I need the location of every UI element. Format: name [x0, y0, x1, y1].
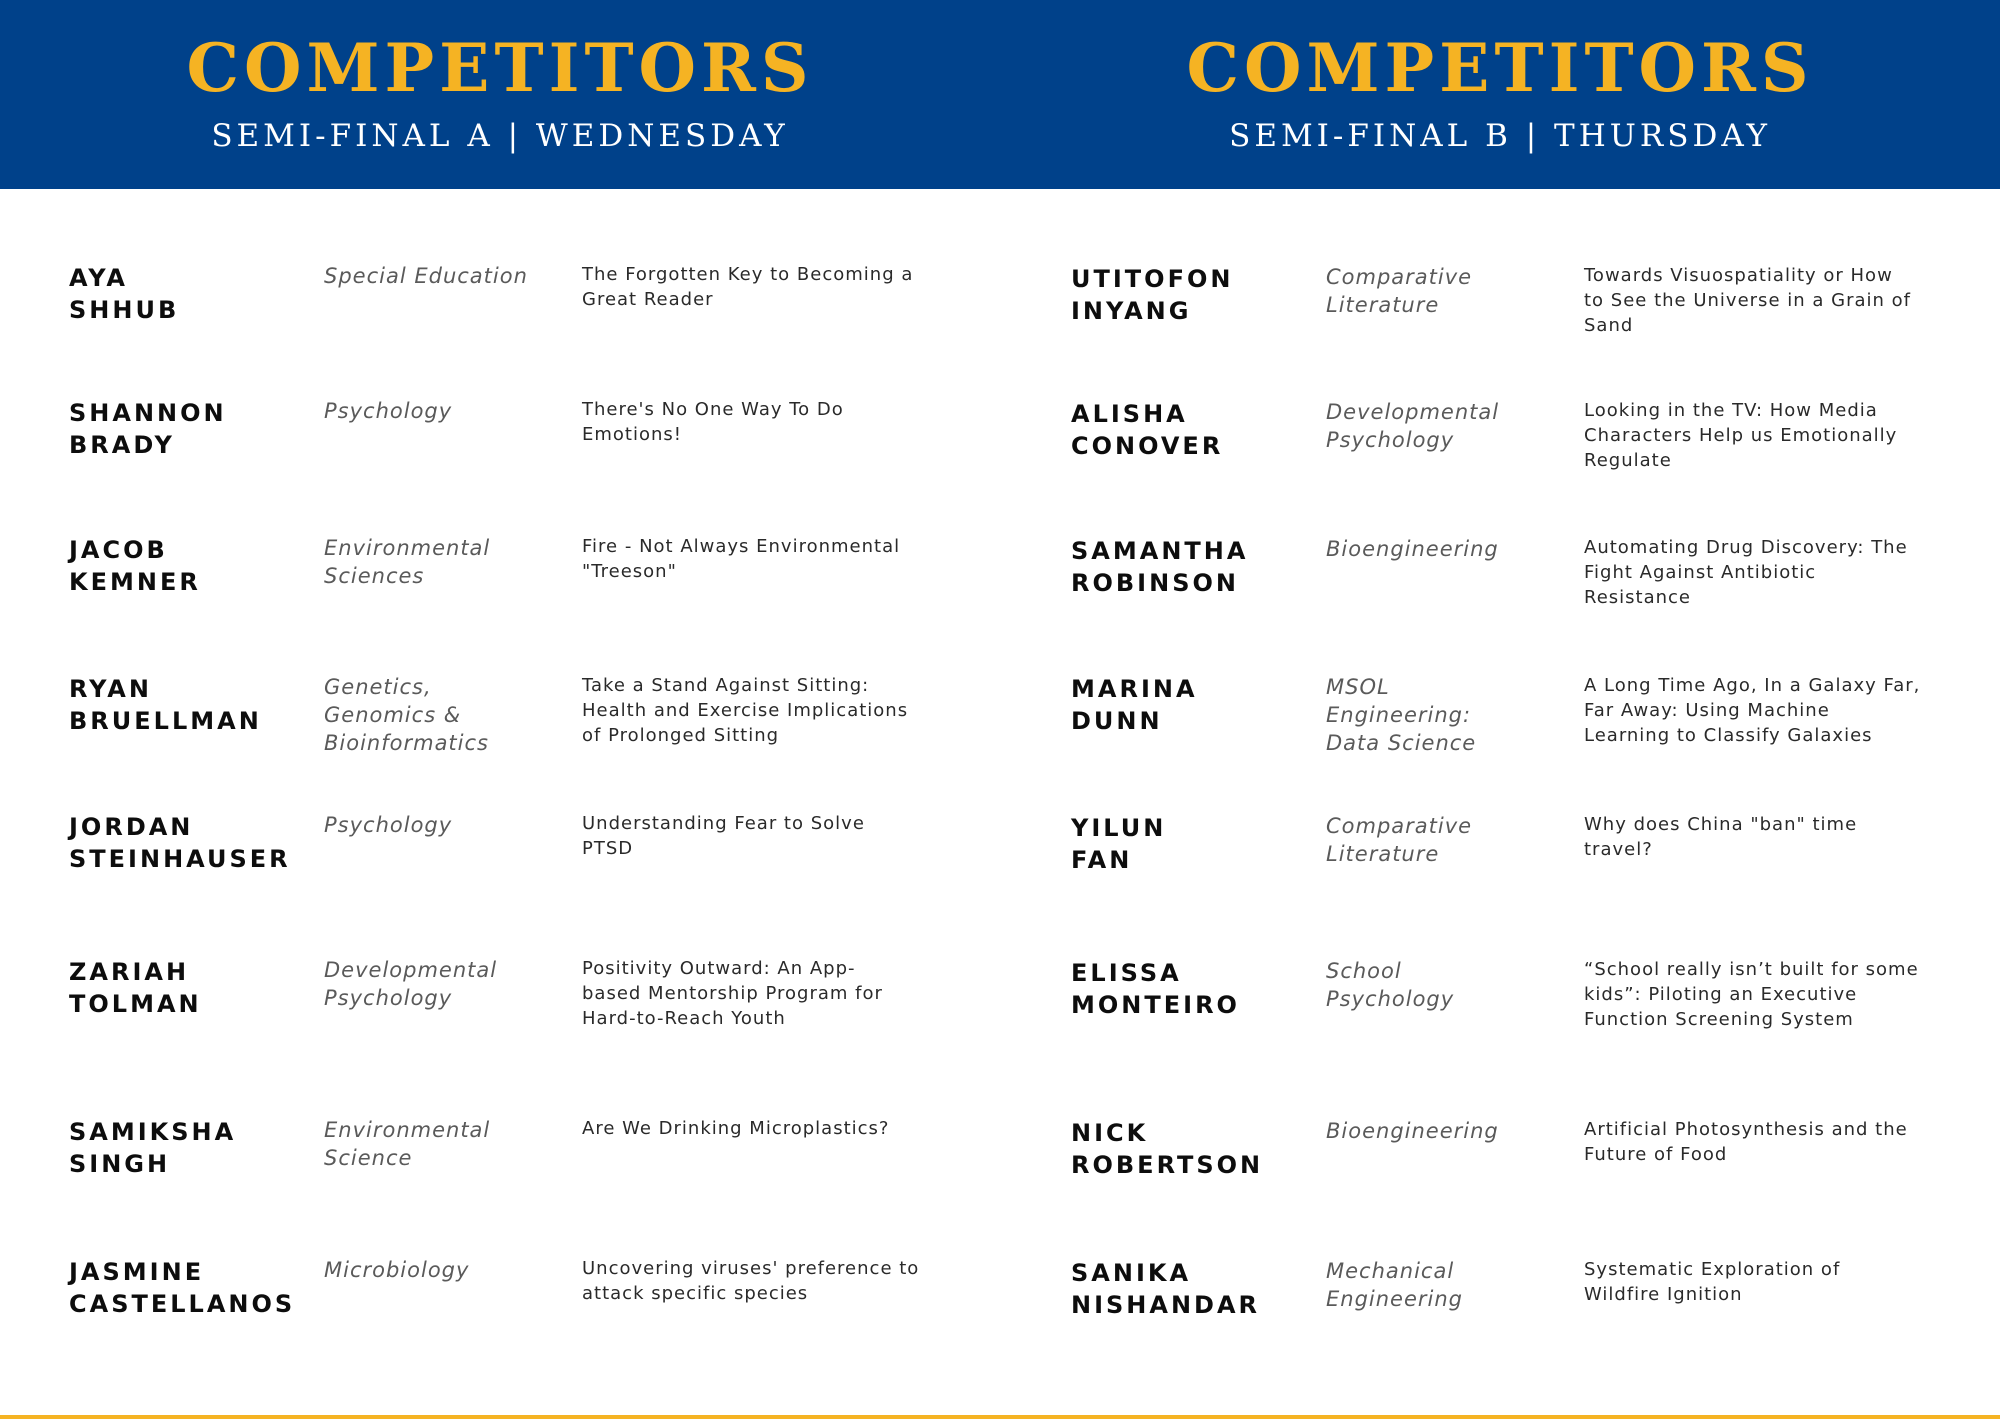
semi-final-a-subtitle: SEMI-FINAL A | WEDNESDAY: [211, 118, 789, 154]
talk-title: “School really isn’t built for some kids”: Piloting an Executive Function Screening System: [1584, 959, 1919, 1030]
competitor-department: Psychology: [324, 399, 453, 423]
talk-title: The Forgotten Key to Becoming a Great Reader: [582, 264, 914, 310]
competitor-department: Bioengineering: [1326, 537, 1499, 561]
talk-title: Artificial Photosynthesis and the Future of Food: [1584, 1119, 1908, 1165]
competitor-department: MSOL Engineering: Data Science: [1326, 675, 1477, 755]
talk-title: Why does China "ban" time travel?: [1584, 814, 1858, 860]
talk-title: Towards Visuospatiality or How to See the Universe in a Grain of Sand: [1584, 265, 1911, 336]
competitor-name: ALISHA CONOVER: [1071, 400, 1224, 460]
bottom-accent-line: [0, 1415, 2000, 1419]
competitor-department: Developmental Psychology: [324, 958, 498, 1010]
talk-title: Systematic Exploration of Wildfire Ignition: [1584, 1259, 1841, 1305]
talk-title: Understanding Fear to Solve PTSD: [582, 813, 865, 859]
competitor-department: Developmental Psychology: [1326, 400, 1500, 452]
talk-title: Uncovering viruses' preference to attack specific species: [582, 1258, 920, 1304]
competitor-name: YILUN FAN: [1071, 814, 1167, 874]
competitor-name: SANIKA NISHANDAR: [1071, 1259, 1261, 1319]
competitor-department: Special Education: [324, 264, 528, 288]
competitor-name: ELISSA MONTEIRO: [1071, 959, 1240, 1019]
competitor-department: School Psychology: [1326, 959, 1455, 1011]
competitor-name: JORDAN STEINHAUSER: [69, 813, 291, 873]
competitor-department: Comparative Literature: [1326, 814, 1473, 866]
semi-final-a-title: COMPETITORS: [186, 29, 814, 107]
semi-final-a-header: [0, 0, 1000, 189]
competitor-department: Microbiology: [324, 1258, 470, 1282]
competitor-department: Psychology: [324, 813, 453, 837]
talk-title: Fire - Not Always Environmental "Treeson": [582, 536, 901, 582]
talk-title: Are We Drinking Microplastics?: [582, 1118, 890, 1139]
competitor-name: SAMIKSHA SINGH: [69, 1118, 237, 1178]
competitor-name: MARINA DUNN: [1071, 675, 1198, 735]
competitor-department: Environmental Science: [324, 1118, 491, 1170]
competitor-department: Genetics, Genomics & Bioinformatics: [324, 675, 489, 755]
talk-title: Positivity Outward: An App- based Mentorship Program for Hard-to-Reach Youth: [582, 958, 883, 1029]
competitor-department: Mechanical Engineering: [1326, 1259, 1463, 1311]
talk-title: Automating Drug Discovery: The Fight Against Antibiotic Resistance: [1584, 537, 1908, 608]
competitor-name: UTITOFON INYANG: [1071, 265, 1234, 325]
competitor-name: SHANNON BRADY: [69, 399, 227, 459]
header-banner: [0, 0, 2000, 189]
semi-final-b-title: COMPETITORS: [1186, 29, 1814, 107]
semi-final-b-header: [1000, 0, 2000, 189]
talk-title: There's No One Way To Do Emotions!: [582, 399, 844, 445]
talk-title: A Long Time Ago, In a Galaxy Far, Far Away: Using Machine Learning to Classify Galaxies: [1584, 675, 1921, 746]
competitor-name: AYA SHHUB: [69, 264, 180, 324]
competitor-name: NICK ROBERTSON: [1071, 1119, 1264, 1179]
competitor-name: RYAN BRUELLMAN: [69, 675, 262, 735]
competitor-name: JASMINE CASTELLANOS: [69, 1258, 296, 1318]
competitor-department: Comparative Literature: [1326, 265, 1473, 317]
competitor-name: ZARIAH TOLMAN: [69, 958, 202, 1018]
talk-title: Looking in the TV: How Media Characters Help us Emotionally Regulate: [1584, 400, 1898, 471]
talk-title: Take a Stand Against Sitting: Health and Exercise Implications of Prolonged Sitting: [582, 675, 909, 746]
competitor-name: SAMANTHA ROBINSON: [1071, 537, 1249, 597]
competitor-department: Bioengineering: [1326, 1119, 1499, 1143]
semi-final-b-subtitle: SEMI-FINAL B | THURSDAY: [1229, 118, 1771, 154]
competitor-name: JACOB KEMNER: [69, 536, 201, 596]
competitor-department: Environmental Sciences: [324, 536, 491, 588]
